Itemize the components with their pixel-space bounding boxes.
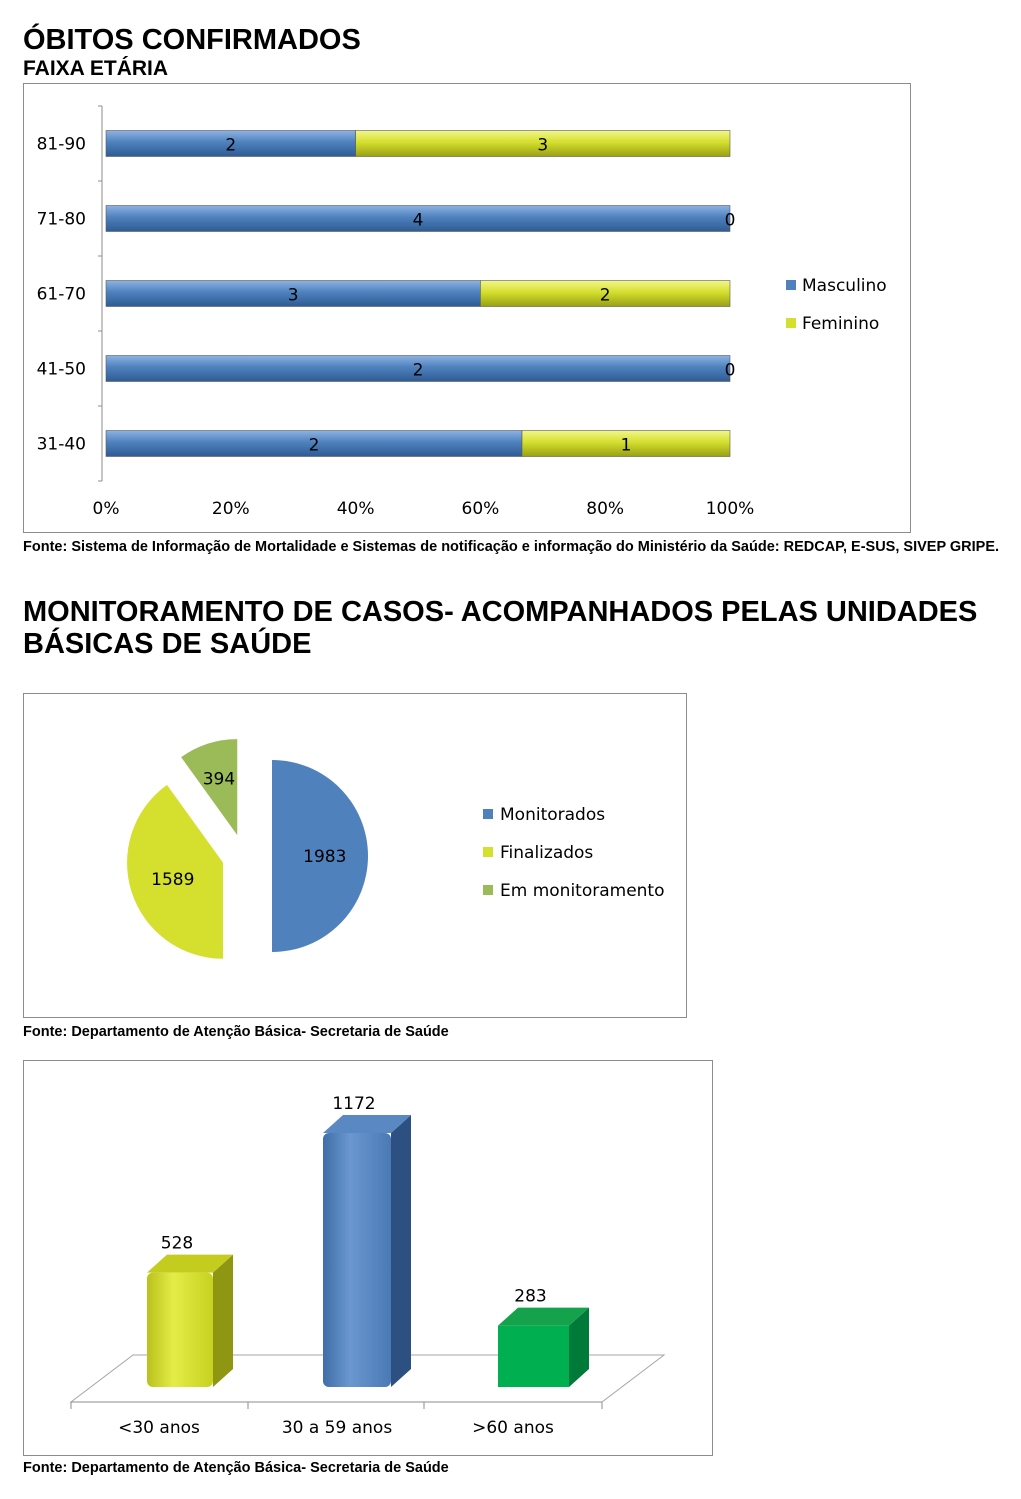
data-label: 2 <box>225 135 237 156</box>
x-tick-label: 20% <box>211 499 250 519</box>
column-side <box>213 1255 233 1387</box>
data-label: 2 <box>308 435 320 456</box>
bar-source: Fonte: Departamento de Atenção Básica- Secretaria de Saúde <box>23 1460 449 1476</box>
x-tick-label: 40% <box>336 499 375 519</box>
deaths-chart-frame <box>23 83 911 533</box>
legend-swatch <box>483 847 493 857</box>
cases-by-age-chart <box>24 1061 712 1455</box>
category-label: 31-40 <box>36 434 86 455</box>
category-label: 30 a 59 anos <box>281 1418 393 1438</box>
column-3 <box>498 1326 569 1387</box>
column-data-label: 283 <box>514 1286 547 1307</box>
category-label: 71-80 <box>36 209 86 230</box>
section2-title: MONITORAMENTO DE CASOS- ACOMPANHADOS PELAS UNIDADES BÁSICAS DE SAÚDE <box>23 596 978 660</box>
legend-label: Feminino <box>802 314 880 334</box>
data-label: 2 <box>599 285 611 306</box>
category-label: 61-70 <box>36 284 86 305</box>
data-label: 0 <box>724 210 736 231</box>
pie-data-label: 1589 <box>151 869 195 890</box>
pie-source: Fonte: Departamento de Atenção Básica- Secretaria de Saúde <box>23 1024 449 1040</box>
category-label: 81-90 <box>36 134 86 155</box>
monitoring-pie-frame <box>23 693 687 1018</box>
data-label: 1 <box>620 435 632 456</box>
x-tick-label: 100% <box>705 499 755 519</box>
deaths-by-age-chart <box>24 84 910 532</box>
legend-swatch <box>483 809 493 819</box>
legend-label: Finalizados <box>500 843 594 863</box>
data-label: 3 <box>287 285 299 306</box>
category-label: >60 anos <box>472 1418 554 1438</box>
monitoring-pie-chart <box>24 694 686 1017</box>
section1-source: Fonte: Sistema de Informação de Mortalidade e Sistemas de notificação e informação do Ministério da Saúde: REDCAP, E-SUS, SIVEP GRIPE. <box>23 539 1000 555</box>
legend-label: Masculino <box>802 276 887 296</box>
pie-data-label: 394 <box>202 769 236 790</box>
section1-subtitle: FAIXA ETÁRIA <box>23 57 169 80</box>
column-2 <box>323 1133 391 1387</box>
x-tick-label: 0% <box>92 499 120 519</box>
section1-title: ÓBITOS CONFIRMADOS <box>23 24 361 56</box>
column-side <box>391 1115 411 1387</box>
legend-label: Monitorados <box>500 805 606 825</box>
pie-data-label: 1983 <box>303 847 347 867</box>
data-label: 3 <box>537 135 549 156</box>
category-label: 41-50 <box>36 359 86 380</box>
age-columns-frame <box>23 1060 713 1456</box>
legend-label: Em monitoramento <box>500 881 665 901</box>
data-label: 4 <box>412 210 424 231</box>
column-data-label: 528 <box>160 1233 194 1254</box>
legend-swatch <box>786 280 796 290</box>
column-data-label: 1172 <box>332 1094 376 1114</box>
x-tick-label: 60% <box>461 499 500 519</box>
data-label: 2 <box>412 360 424 381</box>
x-tick-label: 80% <box>586 499 625 519</box>
legend-swatch <box>483 885 493 895</box>
legend-swatch <box>786 318 796 328</box>
category-label: <30 anos <box>118 1418 200 1438</box>
data-label: 0 <box>724 360 736 381</box>
column-1 <box>147 1273 213 1387</box>
